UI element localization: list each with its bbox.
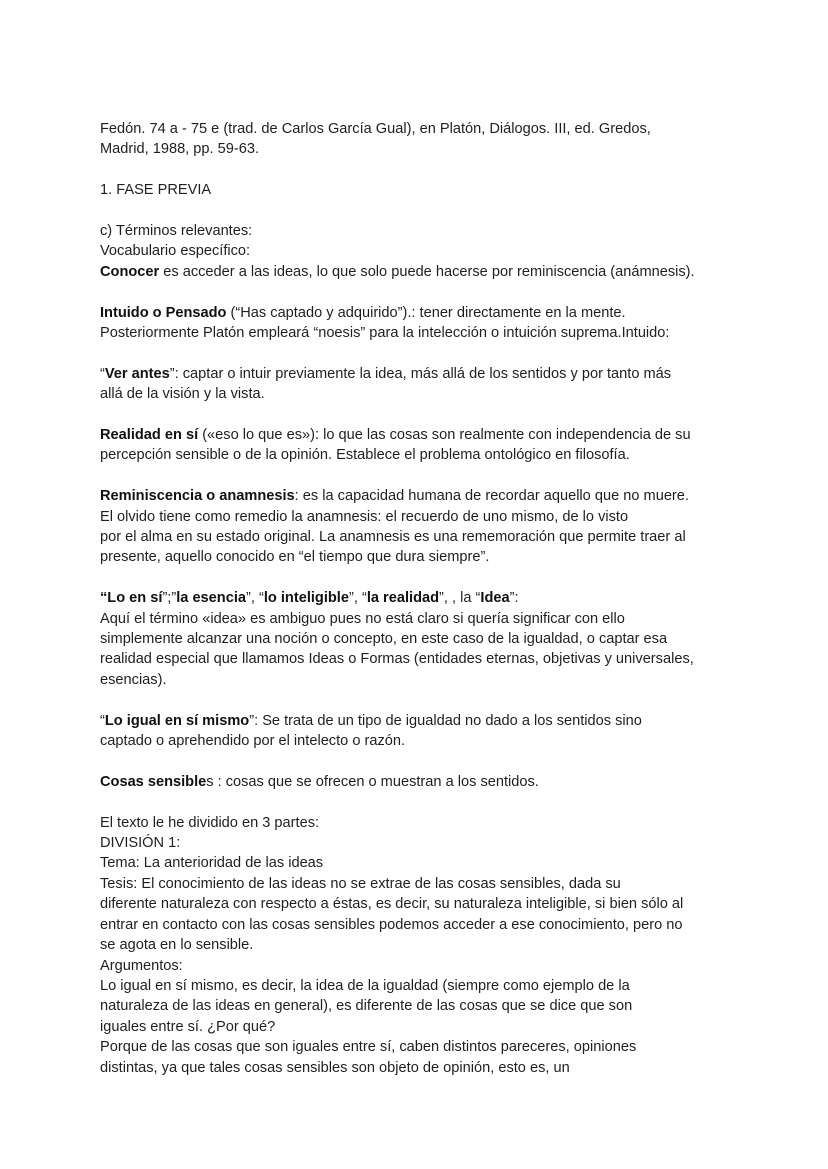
definition-lo-en-si: “Lo en sí”;”la esencia”, “lo inteligible”, “la realidad”, , la “Idea”:	[100, 590, 519, 607]
definition-conocer: Conocer es acceder a las ideas, lo que solo puede hacerse por reminiscencia (anámnesis).	[100, 263, 695, 280]
term-idea: Idea	[480, 590, 510, 607]
definition-reminiscencia-cont: por el alma en su estado original. La anamnesis es una rememoración que permite traer al	[100, 529, 686, 546]
division-argument: distintas, ya que tales cosas sensibles son objeto de opinión, esto es, un	[100, 1059, 570, 1076]
definition-lo-en-si-cont: simplemente alcanzar una noción o concepto, en este caso de la igualdad, o captar esa	[100, 631, 668, 648]
term-lo-igual: Lo igual en sí mismo	[104, 712, 250, 729]
division-intro: El texto le he dividido en 3 partes:	[100, 814, 320, 831]
division-argument: iguales entre sí. ¿Por qué?	[100, 1018, 276, 1035]
definition-cosas-sensibles: Cosas sensibles : cosas que se ofrecen o muestran a los sentidos.	[100, 773, 539, 790]
document-page	[100, 119, 740, 1078]
term-realidad: Realidad en sí	[100, 427, 199, 444]
definition-lo-igual: “Lo igual en sí mismo”: Se trata de un tipo de igualdad no dado a los sentidos sino	[100, 712, 642, 729]
division-argument: Lo igual en sí mismo, es decir, la idea de la igualdad (siempre como ejemplo de la	[100, 977, 630, 994]
term-la-realidad: la realidad	[366, 590, 440, 607]
division-title: DIVISIÓN 1:	[100, 835, 181, 852]
citation-line: Fedón. 74 a - 75 e (trad. de Carlos García Gual), en Platón, Diálogos. III, ed. Gredos,	[100, 121, 651, 137]
vocab-heading: Vocabulario específico:	[100, 243, 251, 260]
term-conocer: Conocer	[100, 263, 160, 280]
definition-lo-en-si-cont: Aquí el término «idea» es ambiguo pues no está claro si quería significar con ello	[100, 610, 625, 627]
definition-realidad-cont: percepción sensible o de la opinión. Establece el problema ontológico en filosofía.	[100, 447, 630, 464]
definition-realidad: Realidad en sí («eso lo que es»): lo que las cosas son realmente con independencia de su	[100, 427, 691, 444]
division-argumentos: Argumentos:	[100, 957, 183, 974]
division-tema: Tema: La anterioridad de las ideas	[100, 855, 324, 872]
definition-intuido: Intuido o Pensado (“Has captado y adquirido”).: tener directamente en la mente.	[100, 304, 626, 321]
division-tesis: se agota en lo sensible.	[100, 937, 254, 954]
division-tesis: diferente naturaleza con respecto a éstas, es decir, su naturaleza inteligible, si bien sólo al	[100, 896, 684, 913]
term-lo-en-si: “Lo en sí	[100, 590, 163, 607]
division-argument: Porque de las cosas que son iguales entre sí, caben distintos pareceres, opiniones	[100, 1039, 637, 1056]
definition-lo-en-si-cont: esencias).	[100, 671, 167, 688]
division-tesis: Tesis: El conocimiento de las ideas no se extrae de las cosas sensibles, dada su	[100, 875, 621, 892]
term-intuido: Intuido o Pensado	[100, 304, 227, 321]
definition-lo-igual-cont: captado o aprehendido por el intelecto o razón.	[100, 733, 406, 750]
division-argument: naturaleza de las ideas en general), es diferente de las cosas que se dice que son	[100, 998, 633, 1015]
definition-reminiscencia-cont: presente, aquello conocido en “el tiempo que dura siempre”.	[100, 549, 490, 566]
definition-intuido-cont: Posteriormente Platón empleará “noesis” para la intelección o intuición suprema.Intuido:	[100, 325, 670, 342]
definition-lo-en-si-cont: realidad especial que llamamos Ideas o Formas (entidades eternas, objetivas y universales,	[100, 651, 694, 668]
term-ver-antes: Ver antes	[104, 365, 170, 382]
term-la-esencia: la esencia	[176, 590, 246, 607]
term-reminiscencia: Reminiscencia o anamnesis	[100, 488, 295, 505]
term-lo-inteligible: lo inteligible	[263, 590, 349, 607]
definition-reminiscencia: Reminiscencia o anamnesis: es la capacidad humana de recordar aquello que no muere.	[100, 488, 689, 505]
division-tesis: entrar en contacto con las cosas sensibles podemos acceder a ese conocimiento, pero no	[100, 916, 683, 933]
section-title: 1. FASE PREVIA	[100, 182, 212, 199]
definition-reminiscencia-cont: El olvido tiene como remedio la anamnesis: el recuerdo de uno mismo, de lo visto	[100, 508, 629, 525]
definition-ver-antes-cont: allá de la visión y la vista.	[100, 386, 265, 403]
terms-heading: c) Términos relevantes:	[100, 223, 253, 239]
term-cosas-sensibles: Cosas sensible	[100, 773, 207, 790]
citation-line: Madrid, 1988, pp. 59-63.	[100, 141, 260, 158]
definition-ver-antes: “Ver antes”: captar o intuir previamente la idea, más allá de los sentidos y por tanto más	[100, 365, 672, 382]
